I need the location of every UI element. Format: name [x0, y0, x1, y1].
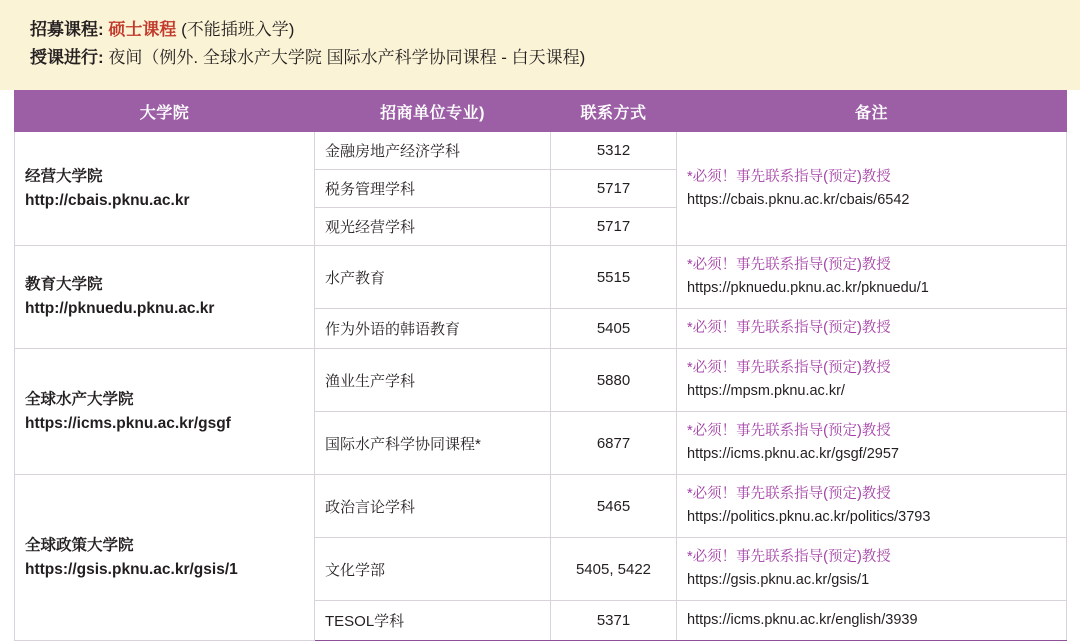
table-container [0, 90, 1080, 641]
table-row [15, 132, 1067, 170]
note-requirement: *必须！事先联系指导(预定)教授 [687, 423, 891, 439]
cell-contact: 5880 [551, 349, 677, 412]
cell-contact: 6877 [551, 412, 677, 475]
cell-major: 渔业生产学科 [315, 349, 551, 412]
school-url[interactable]: https://icms.pknu.ac.kr/gsgf [25, 414, 231, 432]
notice-schedule-value: 夜间（例外. 全球水产大学院 国际水产科学协同课程 - 白天课程) [108, 48, 586, 67]
note-url[interactable]: https://mpsm.pknu.ac.kr/ [687, 383, 845, 399]
note-url[interactable]: https://pknuedu.pknu.ac.kr/pknuedu/1 [687, 280, 929, 296]
notice-banner [0, 0, 1080, 90]
cell-major: 金融房地产经济学科 [315, 132, 551, 170]
note-url[interactable]: https://cbais.pknu.ac.kr/cbais/6542 [687, 191, 910, 208]
cell-major: 作为外语的韩语教育 [315, 309, 551, 349]
cell-note [677, 475, 1067, 538]
note-requirement: *必须！事先联系指导(预定)教授 [687, 486, 891, 502]
cell-school [15, 475, 315, 641]
cell-note [677, 349, 1067, 412]
col-header-contact: 联系方式 [551, 91, 677, 132]
cell-major: 水产教育 [315, 246, 551, 309]
col-header-major: 招商单位专业) [315, 91, 551, 132]
cell-major: 政治言论学科 [315, 475, 551, 538]
cell-school [15, 132, 315, 246]
cell-contact: 5465 [551, 475, 677, 538]
school-name: 全球政策大学院 [25, 536, 134, 554]
cell-note [677, 601, 1067, 641]
notice-line-program [0, 16, 1080, 44]
cell-contact: 5717 [551, 170, 677, 208]
note-url[interactable]: https://icms.pknu.ac.kr/gsgf/2957 [687, 446, 899, 462]
cell-contact: 5312 [551, 132, 677, 170]
school-url[interactable]: https://gsis.pknu.ac.kr/gsis/1 [25, 560, 238, 578]
cell-school [15, 349, 315, 475]
note-requirement: *必须！事先联系指导(预定)教授 [687, 320, 891, 336]
table-row [15, 475, 1067, 538]
note-requirement: *必须！事先联系指导(预定)教授 [687, 257, 891, 273]
cell-contact: 5405, 5422 [551, 538, 677, 601]
cell-contact: 5515 [551, 246, 677, 309]
note-url[interactable]: https://icms.pknu.ac.kr/english/3939 [687, 612, 918, 628]
cell-major: 观光经营学科 [315, 208, 551, 246]
school-url[interactable]: http://pknuedu.pknu.ac.kr [25, 300, 215, 317]
cell-contact: 5371 [551, 601, 677, 641]
table-body [15, 132, 1067, 641]
cell-note [677, 246, 1067, 309]
table-header-row [15, 91, 1067, 132]
notice-program-note: (不能插班入学) [181, 20, 295, 39]
notice-program-label: 招募课程: [30, 20, 104, 39]
table-row [15, 349, 1067, 412]
cell-note [677, 412, 1067, 475]
cell-contact: 5717 [551, 208, 677, 246]
cell-major: 税务管理学科 [315, 170, 551, 208]
note-requirement: *必须！事先联系指导(预定)教授 [687, 549, 891, 565]
note-requirement: *必须！事先联系指导(预定)教授 [687, 360, 891, 376]
cell-contact: 5405 [551, 309, 677, 349]
col-header-note: 备注 [677, 91, 1067, 132]
table-row [15, 246, 1067, 309]
cell-note [677, 309, 1067, 349]
notice-program-value: 硕士课程 [108, 20, 177, 39]
cell-note [677, 132, 1067, 246]
cell-note [677, 538, 1067, 601]
note-requirement: *必须！事先联系指导(预定)教授 [687, 168, 891, 185]
note-url[interactable]: https://gsis.pknu.ac.kr/gsis/1 [687, 572, 870, 588]
col-header-school: 大学院 [15, 91, 315, 132]
programs-table [14, 90, 1067, 641]
cell-major: TESOL学科 [315, 601, 551, 641]
cell-school [15, 246, 315, 349]
school-url[interactable]: http://cbais.pknu.ac.kr [25, 191, 190, 209]
notice-line-schedule [0, 44, 1080, 72]
notice-schedule-label: 授课进行: [30, 48, 104, 67]
note-url[interactable]: https://politics.pknu.ac.kr/politics/3793 [687, 509, 931, 525]
school-name: 经营大学院 [25, 167, 103, 185]
school-name: 全球水产大学院 [25, 390, 134, 408]
cell-major: 文化学部 [315, 538, 551, 601]
school-name: 教育大学院 [25, 276, 103, 293]
cell-major: 国际水产科学协同课程* [315, 412, 551, 475]
